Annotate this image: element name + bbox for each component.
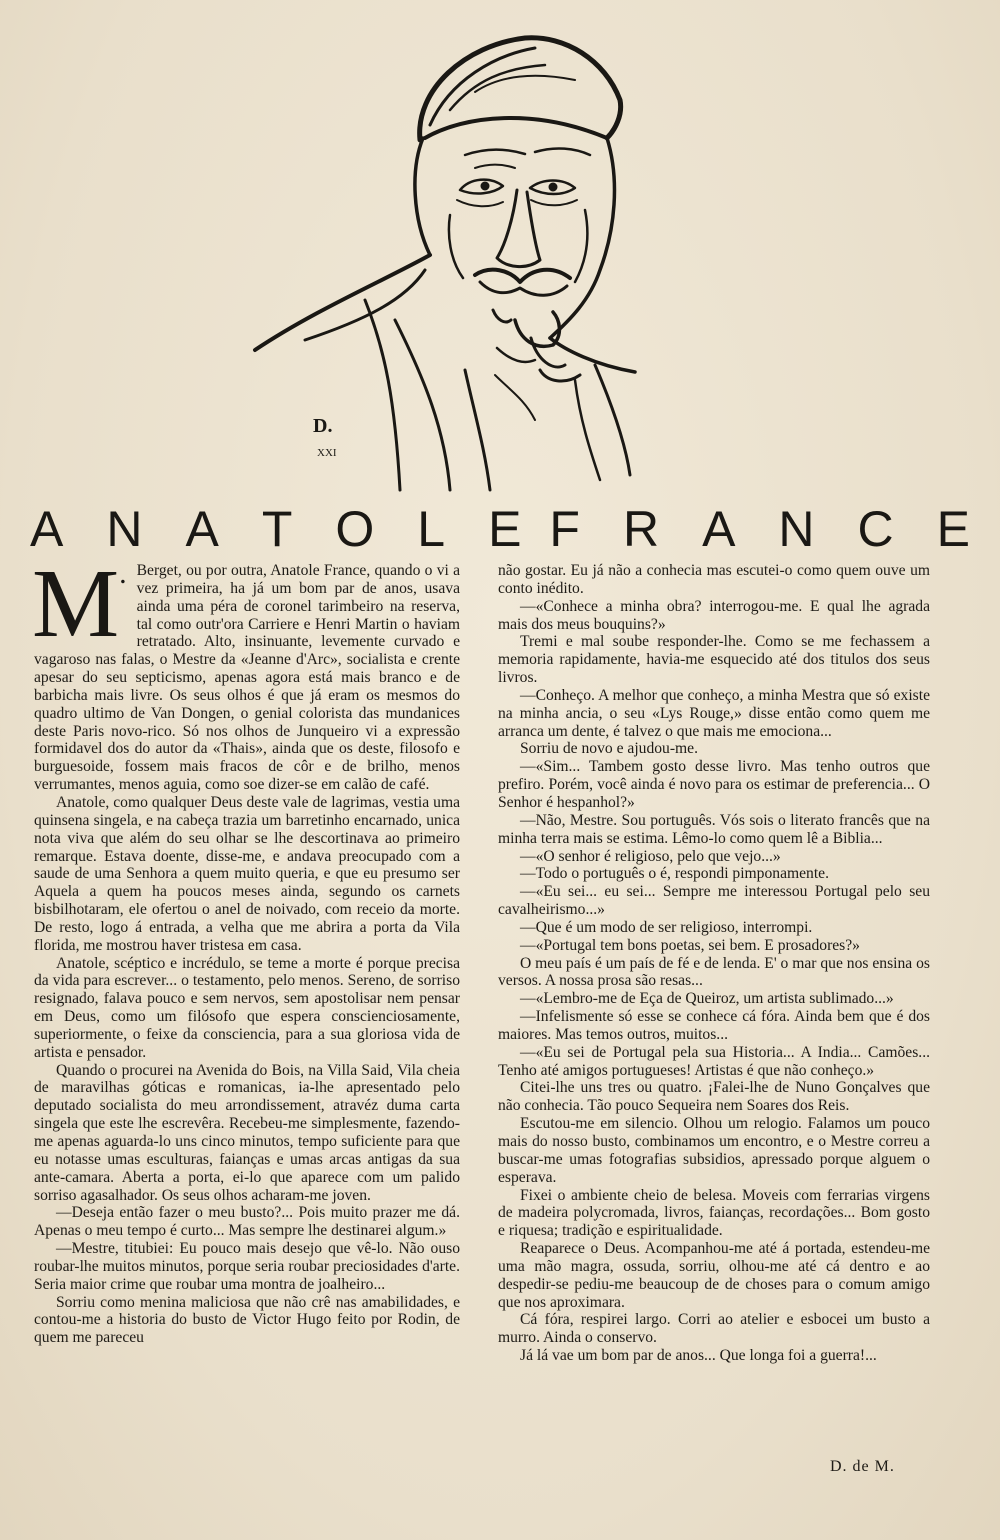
paragraph: —«Eu sei... eu sei... Sempre me interessou Portugal pelo seu cavalheirismo...» (498, 883, 930, 919)
portrait-illustration (235, 20, 655, 500)
title-letter: N (106, 501, 143, 557)
paragraph: Citei-lhe uns tres ou quatro. ¡Falei-lhe de Nuno Gonçalves que não conhecia. Tão pouco Sequeira nem Soares dos Reis. (498, 1079, 930, 1115)
paragraph: Berget, ou por outra, Anatole France, quando o vi a vez primeira, ha já um bom par de anos, usava ainda uma péra de coronel tarimbeiro na reserva, tal como outr'ora Carriere e Henri Martin o haviam retratado. Alto, insinuante, levemente curvado e vagaroso nas falas, o Mestre da «Jeanne d'Arc», socialista e crente apesar do seu septicismo, apenas agora está mais branco e de barbicha mais livre. Os seus olhos é que já eram os mesmos do quadro ultimo de Van Dongen, o genial colorista das mundanices deste Paris novo-rico. Só nos olhos de Junqueiro vi a expressão formidavel dos do autor da «Thais», ainda que os deste, filosofo e burguesoide, fossem mais fracos de côr e de brilho, menos verrumantes, menos aguia, como soe dizer-se em calão de café. (34, 562, 460, 794)
paragraph: —«Lembro-me de Eça de Queiroz, um artista sublimado...» (520, 990, 894, 1008)
paragraph: —«Portugal tem bons poetas, sei bem. E prosadores?» (520, 936, 860, 954)
title-letter: C (857, 501, 894, 557)
article-title (30, 500, 970, 558)
title-letter: O (335, 501, 375, 557)
title-word-2 (549, 500, 970, 558)
paragraph: —Mestre, titubiei: Eu pouco mais desejo que vê-lo. Não ouso roubar-lhe muitos minutos, porque seria roubar preciosidades d'arte. Seria maior crime que roubar uma montra de joalheiro... (34, 1240, 460, 1293)
paragraph: Reaparece o Deus. Acompanhou-me até á portada, estendeu-me uma mão magra, ossuda, sorriu, olhou-me até cá dentro e ao despedir-se pediu-me beaucoup de de choses para o comum amigo que nos aproximara. (498, 1240, 930, 1311)
paragraph: Escutou-me em silencio. Olhou um relogio. Falamos um pouco mais do nosso busto, combinamos um encontro, e o Mestre correu a buscar-me umas fotografias subsidios, apressado porque alguem o esperava. (498, 1115, 930, 1186)
paragraph: —Que é um modo de ser religioso, interrompi. (520, 918, 813, 936)
paragraph: Cá fóra, respirei largo. Corri ao atelier e esbocei um busto a murro. Ainda o conservo. (498, 1311, 930, 1347)
paragraph: —Todo o português o é, respondi pimponamente. (520, 865, 829, 883)
paragraph: Tremi e mal soube responder-lhe. Como se me fechassem a memoria rapidamente, havia-me esquecido até dos titulos dos seus livros. (498, 633, 930, 687)
left-column (32, 550, 460, 1347)
drop-cap: M. (32, 550, 127, 658)
paragraph: —«Sim... Tambem gosto desse livro. Mas tenho outros que prefiro. Porém, você ainda é novo para os estimar de preferencia... O Senhor é hespanhol?» (498, 758, 930, 811)
title-letter: A (30, 501, 64, 557)
title-letter: F (549, 501, 580, 557)
title-letter: A (702, 501, 736, 557)
paragraph: —«Conhece a minha obra? interrogou-me. E qual lhe agrada mais dos meus bouquins?» (498, 597, 930, 633)
paragraph: —Infelismente só esse se conhece cá fóra. Ainda bem que é dos maiores. Mas temos outros, muitos... (498, 1008, 930, 1043)
author-signature: D. de M. (830, 1458, 895, 1475)
paragraph: O meu país é um país de fé e de lenda. E' o mar que nos ensina os versos. A nossa prosa são resas... (498, 954, 930, 990)
title-letter: N (778, 501, 815, 557)
illustration-year: XXI (317, 447, 337, 459)
title-letter: E (488, 501, 522, 557)
paragraph: —Não, Mestre. Sou português. Vós sois o literato francês que na minha terra mais se estima. Lêmo-lo como quem lê a Biblia... (498, 811, 930, 847)
paragraph: —Conheço. A melhor que conheço, a minha Mestra que só existe na minha ancia, o seu «Lys Rouge,» disse então como quem me arranca um dente, é talvez o que mais me emociona... (498, 686, 930, 740)
paragraph: Quando o procurei na Avenida do Bois, na Villa Said, Vila cheia de maravilhas góticas e romanicas, ia-lhe apresentado pelo deputado socialista do meu arrondissement, atravéz duma carta singela que este lhe escrevêra. Recebeu-me simplesmente, fazendo-me apenas aguarda-lo uns cinco minutos, tempo suficiente para que eu notasse umas esculturas, faianças e umas arcas antigas da sua ante-camara. Aberta a porta, ei-lo que aparece com um palido sorriso agasalhador. Os seus olhos acharam-me joven. (34, 1061, 460, 1204)
paragraph: —«Eu sei de Portugal pela sua Historia... A India... Camões... Tenho até amigos portugueses! Artistas é que não conheço.» (498, 1043, 930, 1079)
paragraph: Anatole, como qualquer Deus deste vale de lagrimas, vestia uma quinsena singela, e na cabeça trazia um barretinho encarnado, unica nota viva que além do seu olhar se lhe descortinava ao primeiro remarque. Estava doente, disse-me, e andava preocupado com a saude de uma Senhora a quem muito queria, e que eu presumo ser Aquela a quem ha poucos meses ainda, segundo os carnets bisbilhotaram, ele ofertou o anel de noivado, com receio da morte. De resto, logo á entrada, a velha que me abrira a porta da Vila florida, me mostrou haver tristesa em casa. (34, 793, 460, 954)
paragraph: —«O senhor é religioso, pelo que vejo...» (520, 847, 781, 865)
paragraph: Sorriu como menina maliciosa que não crê nas amabilidades, e contou-me a historia do busto de Victor Hugo feito por Rodin, de quem me pareceu (34, 1293, 460, 1347)
title-letter: L (417, 501, 446, 557)
title-letter: T (261, 501, 293, 557)
paragraph: Anatole, scéptico e incrédulo, se teme a morte é porque precisa da vida para escrever... o testamento, pelo menos. Sereno, de sorriso resignado, falava pouco e sem nervos, sem apostolisar nem pensar em Deus, como um filósofo que espera conscienciosamente, superiormente, o feixe da consciencia, para a sua gloriosa vida de artista e pensador. (34, 954, 460, 1061)
paragraph: não gostar. Eu já não a conhecia mas escutei-o como quem ouve um conto inédito. (498, 562, 930, 597)
paragraph: Já lá vae um bom par de anos... Que longa foi a guerra!... (520, 1347, 877, 1365)
paragraph: Sorriu de novo e ajudou-me. (520, 740, 698, 758)
title-letter: A (185, 501, 219, 557)
title-letter: R (622, 501, 660, 557)
title-letter: E (936, 501, 970, 557)
illustration-signature: D. (313, 415, 333, 437)
right-column (498, 562, 930, 1365)
paragraph: —Deseja então fazer o meu busto?... Pois muito prazer me dá. Apenas o meu tempo é curto... Mas sempre lhe destinarei algum.» (34, 1204, 460, 1240)
paragraph: Fixei o ambiente cheio de belesa. Moveis com ferrarias virgens de madeira polycromada, livros, faianças, recordações... Bom gosto e riquesa; tradição e espiritualidade. (498, 1186, 930, 1240)
